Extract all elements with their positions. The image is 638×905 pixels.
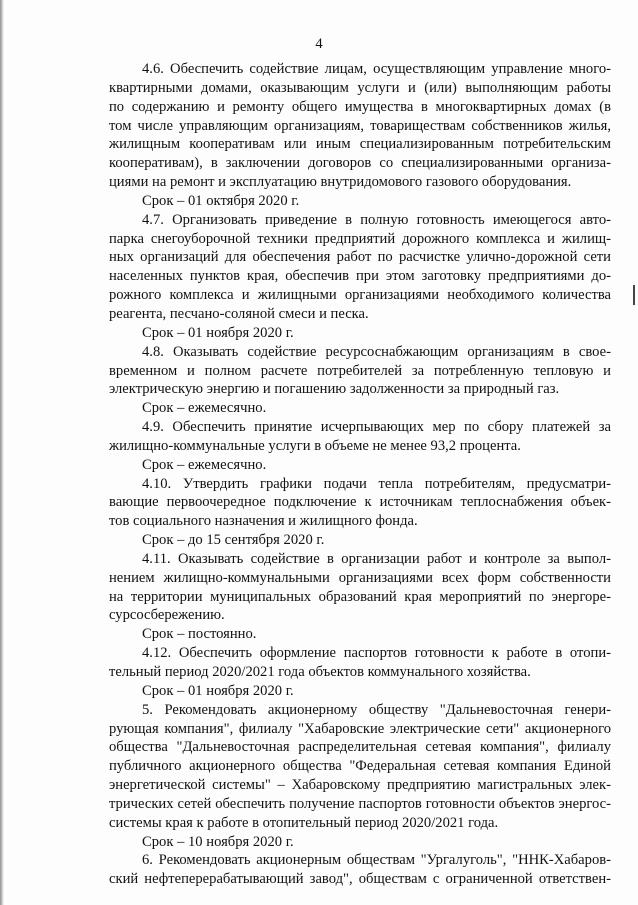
text-line: трических сетей обеспечить получение паспортов готовности объектов энергос- xyxy=(109,795,611,812)
text-line: квартирными домами, оказывающим услуги и (или) выполняющим работы xyxy=(109,79,611,96)
text-line: ных организаций для обеспечения работ по расчистке улично-дорожной сети xyxy=(109,249,611,266)
text-line: циями на ремонт и эксплуатацию внутридомового газового оборудования. xyxy=(109,174,572,191)
text-line: рующая компания", филиалу "Хабаровские электрические сети" акционерного xyxy=(109,720,611,737)
text-line: 4.7. Организовать приведение в полную готовность имеющегося авто- xyxy=(142,211,611,228)
text-line: Срок – постоянно. xyxy=(142,626,257,643)
text-line: рожного комплекса и жилищными организациями необходимого количества xyxy=(109,287,611,304)
text-line: на территории муниципальных образований края мероприятий по энергоре- xyxy=(109,588,611,605)
text-line: реагента, песчано-соляной смеси и песка. xyxy=(109,305,369,322)
text-line: Срок – до 15 сентября 2020 г. xyxy=(142,532,325,549)
text-line: населенных пунктов края, обеспечив при этом заготовку предприятиями до- xyxy=(109,268,611,285)
text-line: тов социального назначения и жилищного фонда. xyxy=(109,513,418,530)
text-line: 4.11. Оказывать содействие в организации работ и контроле за выпол- xyxy=(142,550,611,567)
text-line: вающие первоочередное подключение к источникам теплоснабжения объек- xyxy=(109,494,611,511)
text-line: Срок – ежемесячно. xyxy=(142,456,267,473)
text-line: по содержанию и ремонту общего имущества в многоквартирных домах (в xyxy=(109,98,611,115)
text-line: 4.8. Оказывать содействие ресурсоснабжающим организациям в свое- xyxy=(142,343,611,360)
text-line: Срок – 01 ноября 2020 г. xyxy=(142,682,294,699)
text-line: общества "Дальневосточная распределительная сетевая компания", филиалу xyxy=(109,739,611,756)
text-line: 6. Рекомендовать акционерным обществам "Ургалуголь", "ННК-Хабаров- xyxy=(142,852,611,869)
text-line: тельный период 2020/2021 года объектов коммунального хозяйства. xyxy=(109,664,531,680)
text-line: парка снегоуборочной техники предприятий дорожного комплекса и жилищ- xyxy=(109,230,611,247)
text-line: жилищным кооперативам или иным специализированным потребительским xyxy=(109,136,611,153)
text-line: жилищно-коммунальные услуги в объеме не менее 93,2 процента. xyxy=(109,437,521,454)
text-line: 4.10. Утвердить графики подачи тепла потребителям, предусматри- xyxy=(142,475,611,492)
text-line: энергетической системы" – Хабаровскому предприятию магистральных элек- xyxy=(109,777,611,794)
document-body xyxy=(109,60,611,889)
text-line: 4.6. Обеспечить содействие лицам, осуществляющим управление много- xyxy=(142,61,611,77)
scan-edge-mark xyxy=(633,285,635,305)
text-line: Срок – 10 ноября 2020 г. xyxy=(142,833,294,850)
scan-edge-shadow xyxy=(0,0,4,905)
text-line: публичного акционерного общества "Федеральная сетевая компания Единой xyxy=(109,758,611,775)
text-line: нением жилищно-коммунальными организациями всех форм собственности xyxy=(109,569,611,586)
text-line: том числе управляющим организациям, товариществам собственников жилья, xyxy=(109,117,611,134)
text-line: 4.9. Обеспечить принятие исчерпывающих мер по сбору платежей за xyxy=(142,419,611,436)
text-line: 5. Рекомендовать акционерному обществу "Дальневосточная генери- xyxy=(142,701,611,718)
text-line: электрическую энергию и погашению задолженности за природный газ. xyxy=(109,381,560,398)
text-line: 4.12. Обеспечить оформление паспортов готовности к работе в отопи- xyxy=(142,645,611,662)
text-line: Срок – 01 ноября 2020 г. xyxy=(142,324,294,341)
text-line: временном и полном расчете потребителей за потребленную тепловую и xyxy=(109,362,611,379)
text-line: ский нефтеперерабатывающий завод", обществам с ограниченной ответствен- xyxy=(109,871,611,888)
text-line: кооперативам), в заключении договоров со специализированными организа- xyxy=(109,155,611,172)
text-line: сурсосбережению. xyxy=(109,607,225,624)
text-line: Срок – 01 октября 2020 г. xyxy=(142,192,300,209)
page-number: 4 xyxy=(315,36,323,52)
text-line: Срок – ежемесячно. xyxy=(142,400,267,417)
text-line: системы края к работе в отопительный период 2020/2021 года. xyxy=(109,814,499,831)
